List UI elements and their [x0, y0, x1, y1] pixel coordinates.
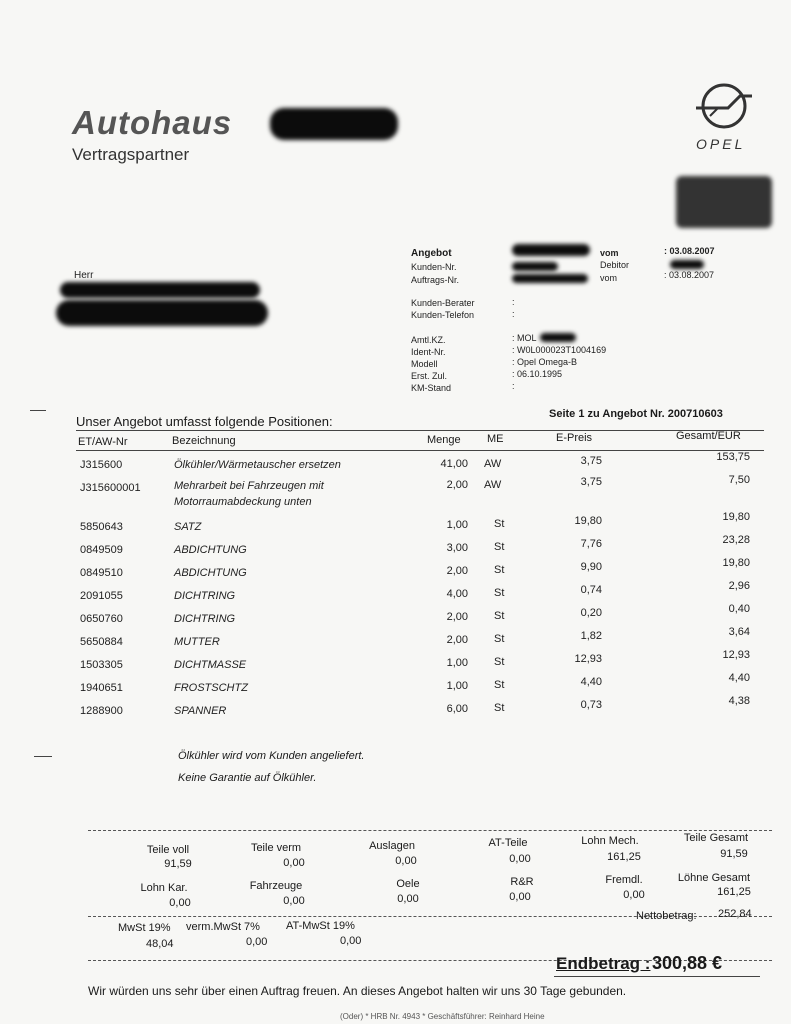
fold-mark: [30, 410, 46, 411]
row-price: 3,75: [580, 455, 602, 467]
table-header-rule: [76, 450, 764, 451]
row-nr: 5650884: [80, 636, 123, 648]
redacted-debitor: [670, 260, 704, 269]
kz-value: : MOL: [512, 333, 537, 343]
row-qty: 1,00: [446, 680, 468, 692]
row-nr: 5850643: [80, 521, 123, 533]
row-nr: 0849509: [80, 544, 123, 556]
row-me: St: [494, 587, 505, 599]
debitor-label: Debitor: [600, 260, 630, 270]
row-me: St: [494, 541, 505, 553]
row-qty: 1,00: [446, 519, 468, 531]
row-total: 19,80: [722, 557, 750, 569]
teile-voll-value: 91,59: [164, 858, 192, 870]
row-total: 3,64: [728, 626, 750, 638]
closing-text: Wir würden uns sehr über einen Auftrag freuen. An dieses Angebot halten wir uns 30 Tage gebunden.: [88, 984, 627, 998]
row-me: AW: [484, 479, 502, 491]
row-total: 153,75: [716, 451, 750, 463]
row-me: St: [494, 633, 505, 645]
teile-verm-value: 0,00: [283, 857, 305, 869]
row-nr: 1503305: [80, 659, 123, 671]
row-desc: Ölkühler/Wärmetauscher ersetzen: [174, 459, 341, 471]
row-total: 2,96: [728, 580, 750, 592]
row-price: 0,74: [580, 584, 602, 596]
punch-mark: [34, 756, 52, 757]
redacted-dealer-name: [270, 108, 398, 140]
km-label: KM-Stand: [411, 383, 452, 393]
row-price: 1,82: [580, 630, 602, 642]
redacted-recipient-address: [56, 300, 268, 326]
row-total: 19,80: [722, 511, 750, 523]
kunden-nr-label: Kunden-Nr.: [411, 262, 457, 272]
lohn-mech-value: 161,25: [607, 851, 641, 863]
legal-text: (Oder) * HRB Nr. 4943 * Geschäftsführer: Reinhard Heine: [340, 1012, 545, 1021]
row-me: St: [494, 610, 505, 622]
col-header-price: E-Preis: [556, 432, 593, 444]
redacted-stamp: [676, 176, 772, 228]
vom2-value: : 03.08.2007: [664, 270, 715, 280]
auslagen-value: 0,00: [395, 855, 417, 867]
table-top-rule: [76, 430, 764, 431]
oele-label: Oele: [396, 878, 420, 890]
row-desc: MUTTER: [174, 636, 220, 648]
opel-logo-icon: [688, 82, 760, 138]
vom-label: vom: [600, 248, 619, 258]
mwst19-label: MwSt 19%: [118, 922, 171, 934]
lohn-kar-value: 0,00: [169, 897, 191, 909]
table-intro: Unser Angebot umfasst folgende Positionen:: [76, 414, 333, 429]
row-desc: ABDICHTUNG: [174, 544, 247, 556]
col-header-nr: ET/AW-Nr: [78, 436, 128, 448]
at-teile-value: 0,00: [509, 853, 531, 865]
row-nr: 2091055: [80, 590, 123, 602]
row-nr: 1940651: [80, 682, 123, 694]
verm-mwst7-label: verm.MwSt 7%: [186, 921, 260, 933]
row-desc: DICHTRING: [174, 590, 236, 602]
row-price: 0,20: [580, 607, 602, 619]
row-price: 3,75: [580, 476, 602, 488]
lohne-gesamt-label: Löhne Gesamt: [677, 872, 751, 884]
netto-value: 252,84: [718, 908, 752, 920]
row-qty: 41,00: [440, 458, 468, 470]
end-value: 300,88 €: [652, 953, 723, 973]
lohn-mech-label: Lohn Mech.: [581, 835, 639, 847]
teile-verm-label: Teile verm: [250, 842, 302, 854]
col-header-total: Gesamt/EUR: [676, 430, 741, 442]
row-qty: 2,00: [446, 634, 468, 646]
netto-label: Nettobetrag:: [636, 910, 697, 922]
auslagen-label: Auslagen: [369, 840, 415, 852]
modell-label: Modell: [411, 359, 438, 369]
dealer-subtitle: Vertragspartner: [72, 145, 190, 164]
teile-gesamt-label: Teile Gesamt: [683, 832, 749, 844]
row-total: 4,38: [728, 695, 750, 707]
rr-label: R&R: [510, 876, 534, 888]
col-header-desc: Bezeichnung: [172, 435, 236, 447]
row-price: 0,73: [580, 699, 602, 711]
note-line1: Ölkühler wird vom Kunden angeliefert.: [178, 750, 365, 762]
berater-label: Kunden-Berater: [411, 298, 475, 308]
lohn-kar-label: Lohn Kar.: [140, 882, 188, 894]
auftrags-nr-label: Auftrags-Nr.: [411, 275, 460, 285]
row-desc: Mehrarbeit bei Fahrzeugen mit: [174, 480, 324, 492]
row-qty: 2,00: [446, 565, 468, 577]
km-value: :: [512, 381, 515, 391]
row-desc-line2: Motorraumabdeckung unten: [174, 496, 312, 508]
row-total: 7,50: [728, 474, 750, 486]
row-nr: 0849510: [80, 567, 123, 579]
row-total: 23,28: [722, 534, 750, 546]
berater-value: :: [512, 297, 515, 307]
verm-mwst7-value: 0,00: [246, 936, 268, 948]
fahrzeuge-value: 0,00: [283, 895, 305, 907]
row-qty: 1,00: [446, 657, 468, 669]
at-mwst19-value: 0,00: [340, 935, 362, 947]
dealer-name: Autohaus: [72, 104, 233, 141]
row-nr: J315600001: [80, 482, 141, 494]
ident-label: Ident-Nr.: [411, 347, 446, 357]
telefon-value: :: [512, 309, 515, 319]
fremdl-label: Fremdl.: [605, 874, 643, 886]
col-header-qty: Menge: [427, 434, 461, 446]
end-underline: [554, 976, 760, 977]
zul-value: : 06.10.1995: [512, 369, 563, 379]
row-total: 0,40: [728, 603, 750, 615]
ident-value: : W0L000023T1004169: [512, 345, 607, 355]
redacted-recipient-line1: [60, 282, 260, 298]
row-qty: 2,00: [446, 479, 468, 491]
row-desc: DICHTMASSE: [174, 659, 247, 671]
vom2-label: vom: [600, 273, 618, 283]
note-line2: Keine Garantie auf Ölkühler.: [178, 772, 317, 784]
kz-label: Amtl.KZ.: [411, 335, 446, 345]
row-price: 7,76: [580, 538, 602, 550]
page-reference: Seite 1 zu Angebot Nr. 200710603: [549, 408, 723, 420]
redacted-kunden-nr: [512, 262, 558, 271]
row-qty: 6,00: [446, 703, 468, 715]
teile-voll-label: Teile voll: [146, 844, 190, 856]
row-me: St: [494, 702, 505, 714]
row-price: 12,93: [574, 653, 602, 665]
row-total: 12,93: [722, 649, 750, 661]
at-mwst19-label: AT-MwSt 19%: [286, 920, 355, 932]
modell-value: : Opel Omega-B: [512, 357, 578, 367]
mwst19-value: 48,04: [146, 938, 174, 950]
col-header-me: ME: [487, 433, 504, 445]
vom-value: : 03.08.2007: [664, 246, 715, 256]
row-qty: 4,00: [446, 588, 468, 600]
row-qty: 2,00: [446, 611, 468, 623]
row-nr: 1288900: [80, 705, 123, 717]
row-desc: DICHTRING: [174, 613, 236, 625]
rr-value: 0,00: [509, 891, 531, 903]
lohne-gesamt-value: 161,25: [717, 886, 751, 898]
fahrzeuge-label: Fahrzeuge: [249, 880, 303, 892]
at-teile-label: AT-Teile: [488, 837, 528, 849]
row-desc: SPANNER: [174, 705, 227, 717]
telefon-label: Kunden-Telefon: [411, 310, 475, 320]
row-qty: 3,00: [446, 542, 468, 554]
opel-logo-text: OPEL: [696, 136, 746, 152]
row-me: AW: [484, 458, 502, 470]
row-desc: SATZ: [174, 521, 202, 533]
angebot-label: Angebot: [411, 248, 452, 259]
redacted-auftrags-nr: [512, 274, 588, 283]
row-nr: 0650760: [80, 613, 123, 625]
row-me: St: [494, 656, 505, 668]
row-desc: FROSTSCHTZ: [174, 682, 248, 694]
recipient-salutation: Herr: [74, 270, 94, 281]
row-me: St: [494, 518, 505, 530]
row-price: 4,40: [580, 676, 602, 688]
end-label: Endbetrag :: [556, 954, 651, 973]
row-price: 9,90: [580, 561, 602, 573]
summary-top-rule: [88, 830, 772, 831]
row-desc: ABDICHTUNG: [174, 567, 247, 579]
teile-gesamt-value: 91,59: [720, 848, 748, 860]
oele-value: 0,00: [397, 893, 419, 905]
fremdl-value: 0,00: [623, 889, 645, 901]
row-total: 4,40: [728, 672, 750, 684]
redacted-kz: [540, 333, 576, 342]
row-price: 19,80: [574, 515, 602, 527]
row-me: St: [494, 564, 505, 576]
redacted-offer-number: [512, 244, 590, 256]
zul-label: Erst. Zul.: [411, 371, 448, 381]
row-nr: J315600: [80, 459, 123, 471]
row-me: St: [494, 679, 505, 691]
